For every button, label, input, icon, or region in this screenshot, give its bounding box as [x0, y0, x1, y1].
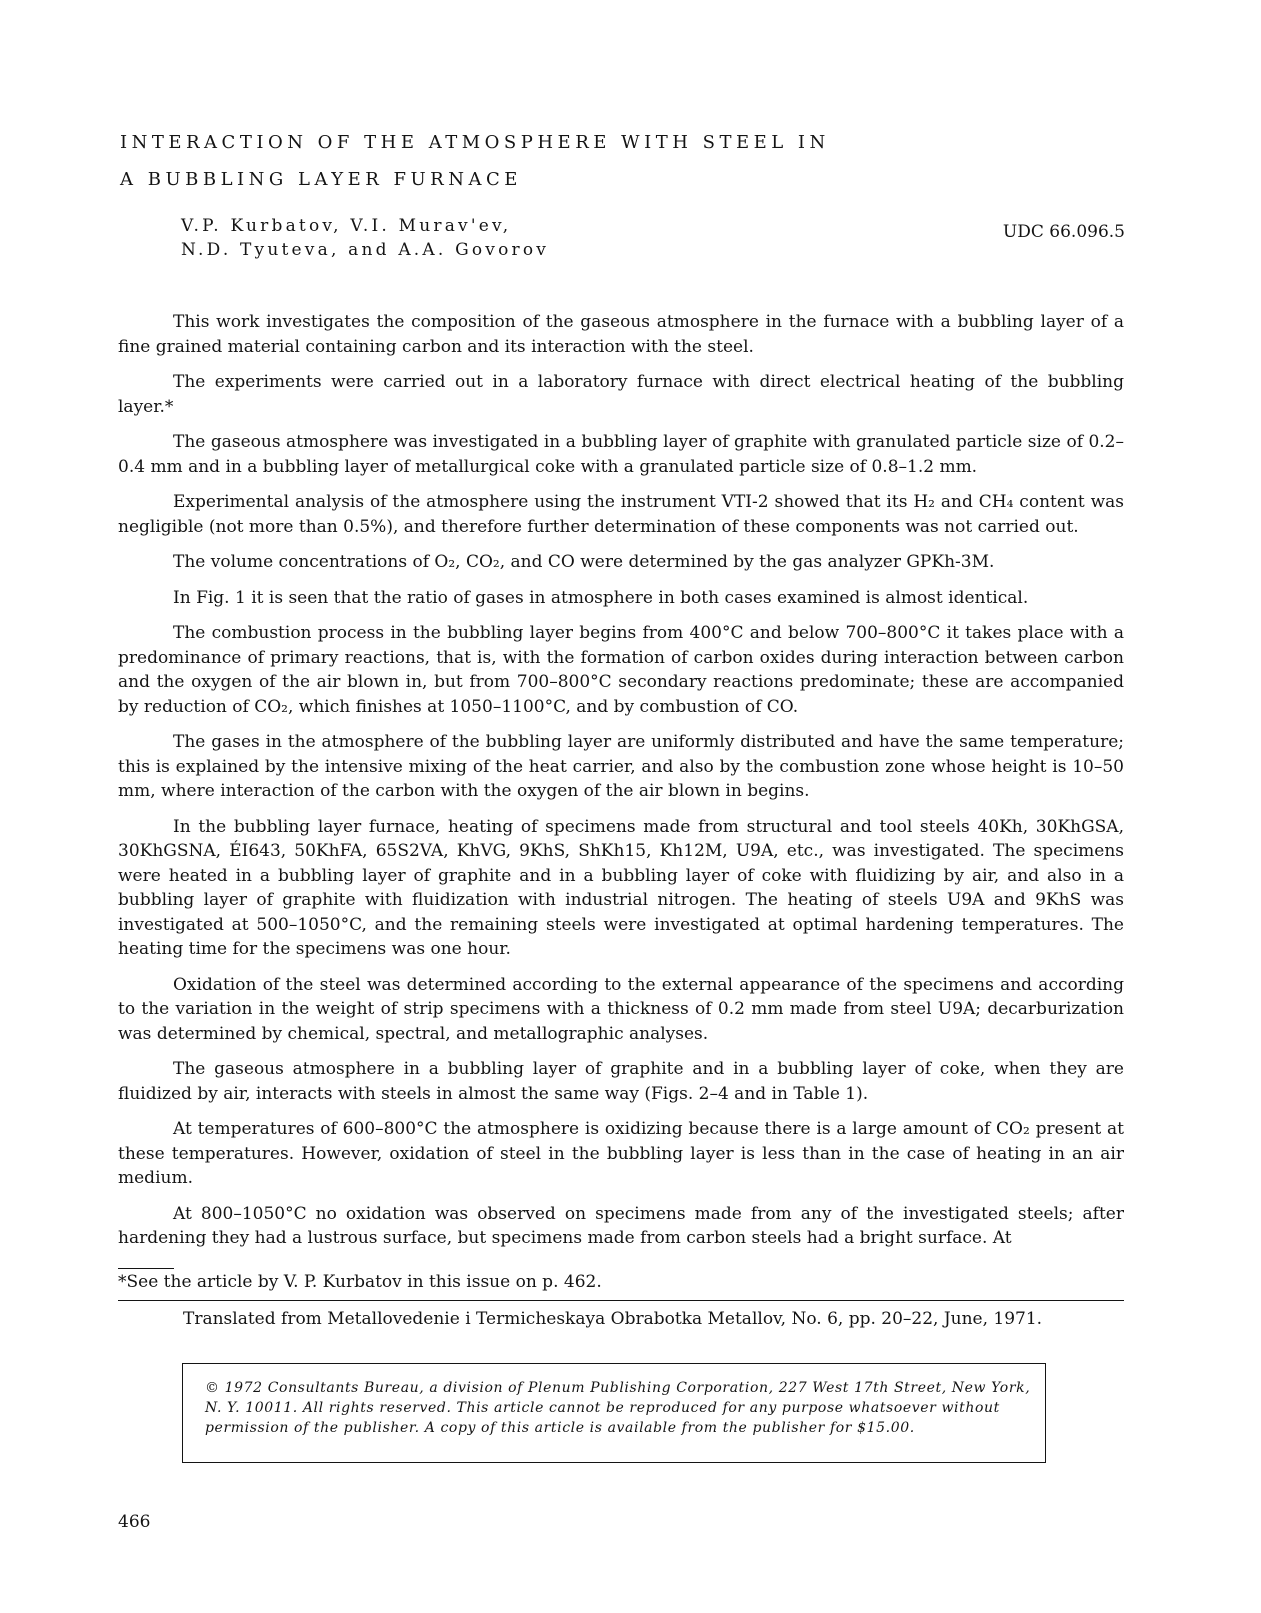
paragraph: In the bubbling layer furnace, heating of specimens made from structural and tool steels 40Kh, 30KhGSA, 30KhGSNA, ÉI643, 50KhFA, 65S2VA, KhVG, 9KhS, ShKh15, Kh12M, U9A, etc., was investigated. The specimens were heated in a bubbling layer of graphite and in a bubbling layer of coke with fluidizing by air, and also in a bubbling layer of graphite with fluidization with industrial nitrogen. The heating of steels U9A and 9KhS was investigated at 500–1050°C, and the remaining steels were investigated at optimal hardening temperatures. The heating time for the specimens was one hour. — [118, 816, 1124, 959]
paragraph: In Fig. 1 it is seen that the ratio of gases in atmosphere in both cases examined is almost identical. — [173, 587, 1029, 608]
translated-from-note: Translated from Metallovedenie i Termicheskaya Obrabotka Metallov, No. 6, pp. 20–22, June, 1971. — [183, 1309, 1043, 1329]
authors-block — [181, 214, 549, 262]
footnote: *See the article by V. P. Kurbatov in this issue on p. 462. — [118, 1272, 602, 1292]
paragraph: This work investigates the composition of the gaseous atmosphere in the furnace with a bubbling layer of a fine grained material containing carbon and its interaction with the steel. — [118, 312, 1124, 357]
authors-line-2: N.D. Tyuteva, and A.A. Govorov — [181, 240, 550, 260]
footnote-divider — [118, 1268, 174, 1269]
paragraph: The gases in the atmosphere of the bubbling layer are uniformly distributed and have the same temperature; this is explained by the intensive mixing of the heat carrier, and also by the combustion zone whose height is 10–50 mm, where interaction of the carbon with the oxygen of the air blown in begins. — [118, 732, 1124, 801]
paragraph: At temperatures of 600–800°C the atmosphere is oxidizing because there is a large amount of CO₂ present at these temperatures. However, oxidation of steel in the bubbling layer is less than in the case of heating in an air medium. — [118, 1119, 1124, 1188]
paragraph: At 800–1050°C no oxidation was observed on specimens made from any of the investigated steels; after hardening they had a lustrous surface, but specimens made from carbon steels had a bright surface. At — [118, 1203, 1124, 1248]
article-title-line-1: INTERACTION OF THE ATMOSPHERE WITH STEEL IN — [120, 132, 830, 153]
paragraph: The combustion process in the bubbling layer begins from 400°C and below 700–800°C it takes place with a predominance of primary reactions, that is, with the formation of carbon oxides during interaction between carbon and the oxygen of the air blown in, but from 700–800°C secondary reactions predominate; these are accompanied by reduction of CO₂, which finishes at 1050–1100°C, and by combustion of CO. — [118, 623, 1124, 717]
paragraph: The gaseous atmosphere was investigated in a bubbling layer of graphite with granulated particle size of 0.2–0.4 mm and in a bubbling layer of metallurgical coke with a granulated particle size of 0.8–1.2 mm. — [118, 432, 1124, 477]
authors-line-1: V.P. Kurbatov, V.I. Murav'ev, — [181, 216, 512, 236]
paragraph: The experiments were carried out in a laboratory furnace with direct electrical heating of the bubbling layer.* — [118, 372, 1124, 417]
udc-code: UDC 66.096.5 — [1002, 222, 1125, 242]
paragraph: Experimental analysis of the atmosphere using the instrument VTI-2 showed that its H₂ and CH₄ content was negligible (not more than 0.5%), and therefore further determination of these components was not carried out. — [118, 492, 1124, 537]
article-body — [118, 310, 1124, 1262]
paragraph: The volume concentrations of O₂, CO₂, and CO were determined by the gas analyzer GPKh-3M. — [173, 552, 995, 572]
copyright-line-2: N. Y. 10011. All rights reserved. This article cannot be reproduced for any purpose whatsoever without — [205, 1400, 1000, 1416]
paragraph: Oxidation of the steel was determined according to the external appearance of the specimens and according to the variation in the weight of strip specimens with a thickness of 0.2 mm made from steel U9A; decarburization was determined by chemical, spectral, and metallographic analyses. — [118, 974, 1124, 1044]
copyright-line-1: © 1972 Consultants Bureau, a division of Plenum Publishing Corporation, 227 West 17th Street, New York, — [205, 1380, 1031, 1396]
copyright-box — [182, 1363, 1046, 1463]
article-title-line-2: A BUBBLING LAYER FURNACE — [120, 169, 522, 190]
page-number: 466 — [118, 1512, 151, 1532]
copyright-line-3: permission of the publisher. A copy of this article is available from the publisher for $15.00. — [205, 1420, 915, 1436]
paragraph: The gaseous atmosphere in a bubbling layer of graphite and in a bubbling layer of coke, when they are fluidized by air, interacts with steels in almost the same way (Figs. 2–4 and in Table 1). — [118, 1059, 1124, 1104]
footer-divider — [118, 1300, 1124, 1301]
